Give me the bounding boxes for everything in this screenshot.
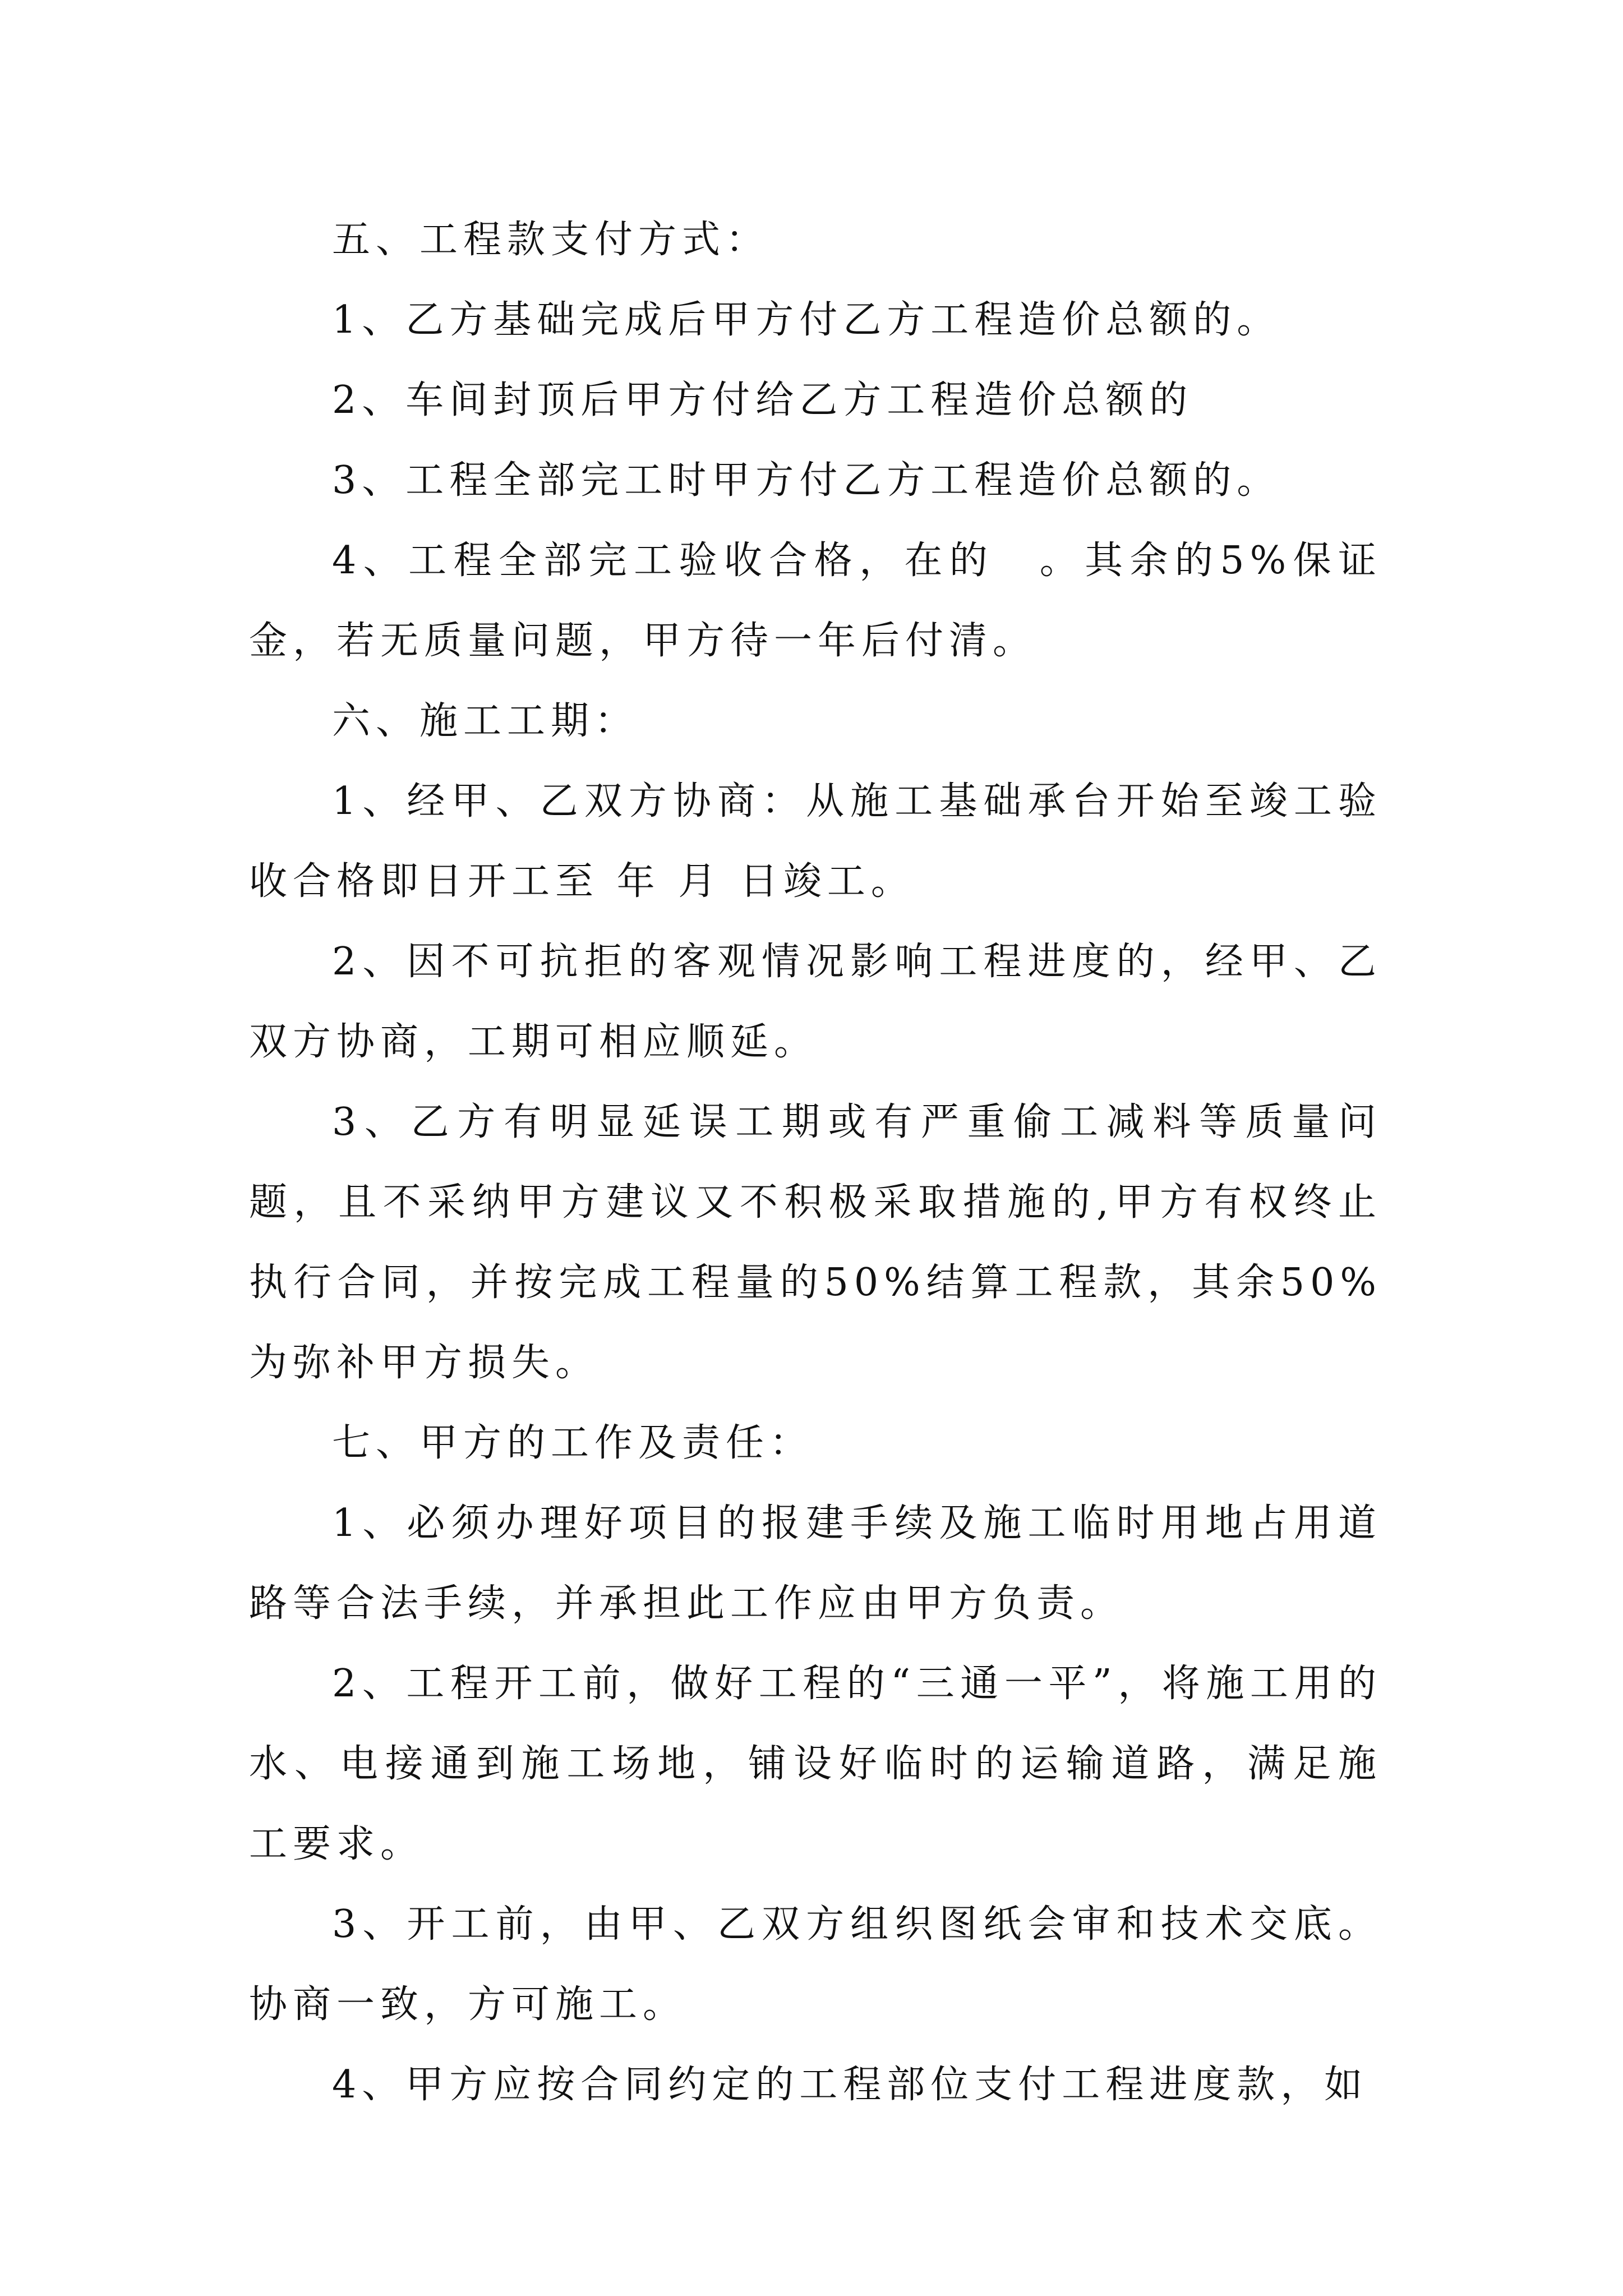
paragraph: 2、工程开工前，做好工程的“三通一平”，将施工用的水、电接通到施工场地，铺设好临时的运输道路，满足施工要求。 [249,1662,1382,1866]
paragraph: 4、工程全部完工验收合格，在的 。其余的5%保证金，若无质量问题，甲方待一年后付清。 [249,539,1382,663]
section-heading-payment: 五、工程款支付方式： [332,218,770,262]
paragraph: 3、工程全部完工时甲方付乙方工程造价总额的。 [332,458,1281,503]
paragraph: 3、乙方有明显延误工期或有严重偷工减料等质量问题，且不采纳甲方建议又不积极采取措施的,甲方有权终止执行合同，并按完成工程量的50%结算工程款，其余50%为弥补甲方损失。 [249,1100,1382,1385]
paragraph: 4、甲方应按合同约定的工程部位支付工程进度款，如 [332,2063,1368,2107]
paragraph: 2、因不可抗拒的客观情况影响工程进度的，经甲、乙双方协商，工期可相应顺延。 [249,940,1382,1064]
paragraph: 1、必须办理好项目的报建手续及施工临时用地占用道路等合法手续，并承担此工作应由甲方负责。 [249,1501,1382,1626]
document-body [249,200,1382,2125]
paragraph: 1、经甲、乙双方协商：从施工基础承台开始至竣工验收合格即日开工至 年 月 日竣工。 [249,779,1382,904]
paragraph: 1、乙方基础完成后甲方付乙方工程造价总额的。 [332,298,1281,342]
section-heading-party-a-duties: 七、甲方的工作及责任： [332,1421,814,1465]
paragraph: 3、开工前，由甲、乙双方组织图纸会审和技术交底。协商一致，方可施工。 [249,1902,1382,2027]
section-heading-schedule: 六、施工工期： [332,699,639,743]
paragraph: 2、车间封顶后甲方付给乙方工程造价总额的 [332,378,1193,422]
